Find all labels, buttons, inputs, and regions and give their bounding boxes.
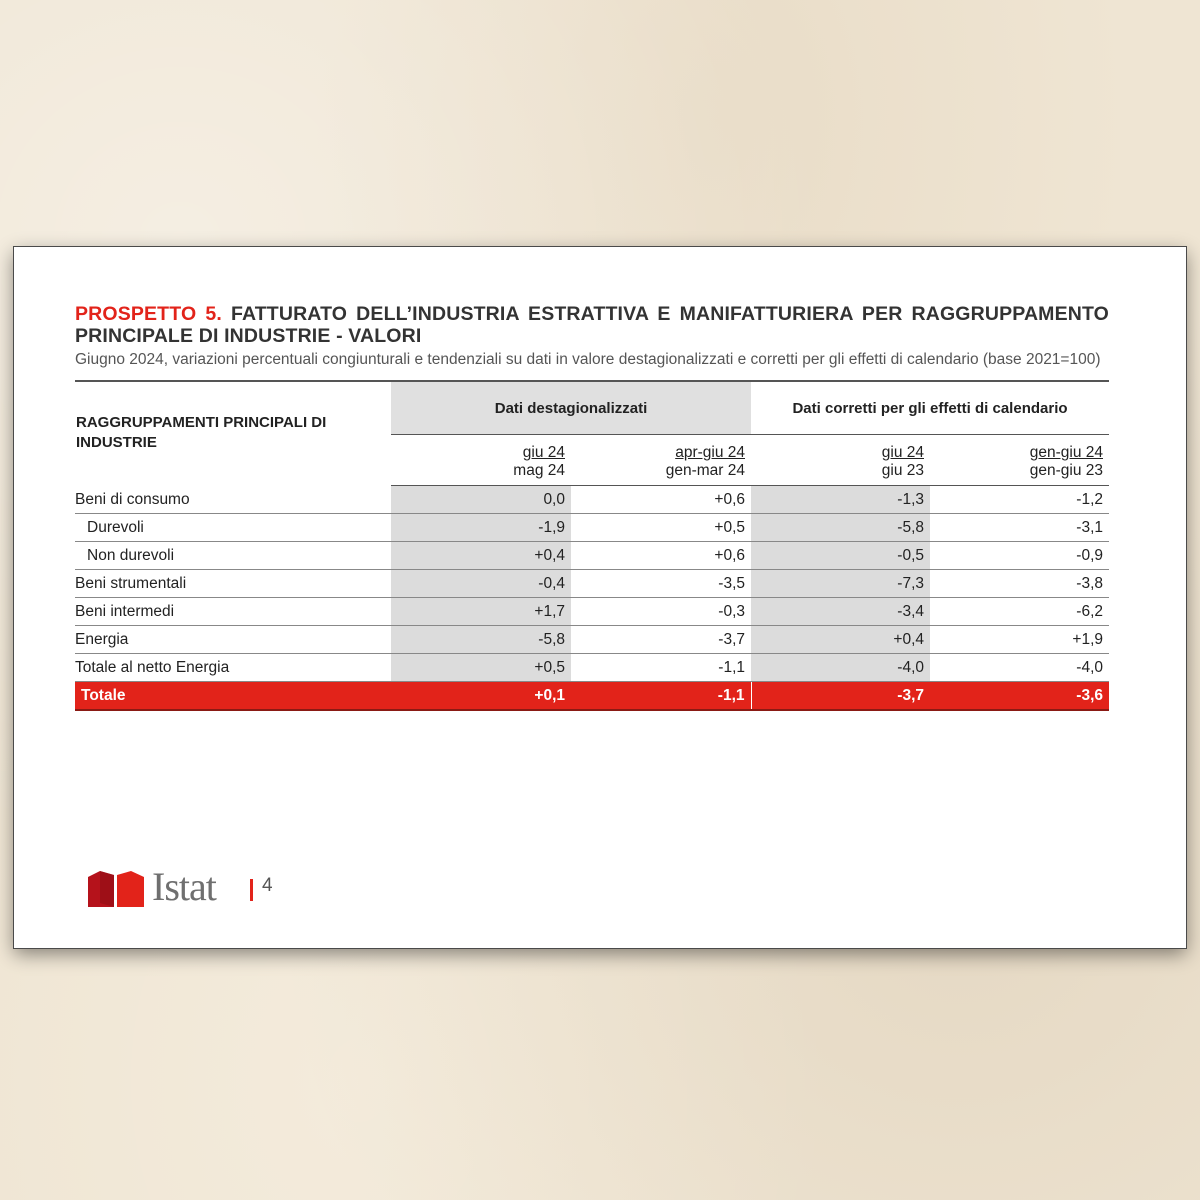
cell-value: -1,3: [751, 486, 930, 514]
cell-value: -1,1: [571, 654, 751, 682]
row-label: Energia: [75, 626, 391, 654]
cell-value: +0,6: [571, 486, 751, 514]
row-label: Beni intermedi: [75, 598, 391, 626]
total-value: -3,6: [930, 682, 1109, 711]
cell-value: -5,8: [391, 626, 571, 654]
cell-value: 0,0: [391, 486, 571, 514]
column-header-top: gen-giu 24: [1029, 444, 1103, 461]
cell-value: -0,9: [930, 542, 1109, 570]
group-header-corretti: Dati corretti per gli effetti di calendario: [751, 381, 1109, 435]
page-separator: [250, 879, 253, 901]
data-table: [75, 380, 1109, 711]
column-header-top: giu 24: [881, 444, 924, 461]
table-label: PROSPETTO 5.: [75, 303, 222, 325]
row-label: Beni strumentali: [75, 570, 391, 598]
total-label: Totale: [75, 682, 391, 711]
cell-value: -0,4: [391, 570, 571, 598]
row-label: Beni di consumo: [75, 486, 391, 514]
cell-value: -6,2: [930, 598, 1109, 626]
cell-value: +1,7: [391, 598, 571, 626]
column-header-bottom: gen-mar 24: [665, 462, 745, 479]
cell-value: -4,0: [930, 654, 1109, 682]
table-title: [75, 303, 1109, 347]
page-content: [75, 303, 1109, 711]
cell-value: +1,9: [930, 626, 1109, 654]
table-row-total: [75, 682, 1109, 711]
column-header: [930, 435, 1109, 486]
column-header-top: apr-giu 24: [675, 444, 745, 461]
group-header-destagionalizzati: Dati destagionalizzati: [391, 381, 751, 435]
total-value: -1,1: [571, 682, 751, 711]
total-value: -3,7: [751, 682, 930, 711]
table-title-text: FATTURATO DELL’INDUSTRIA ESTRATTIVA E MANIFATTURIERA PER RAGGRUPPAMENTO PRINCIPALE DI INDUSTRIE - VALORI: [75, 303, 1109, 347]
table-row: [75, 514, 1109, 542]
column-header-bottom: giu 23: [881, 462, 924, 479]
row-label: Non durevoli: [75, 542, 391, 570]
cell-value: -3,4: [751, 598, 930, 626]
cell-value: +0,6: [571, 542, 751, 570]
table-row: [75, 626, 1109, 654]
cell-value: -7,3: [751, 570, 930, 598]
column-header: [391, 435, 571, 486]
column-header: [571, 435, 751, 486]
table-subtitle: Giugno 2024, variazioni percentuali congiunturali e tendenziali su dati in valore destagionalizzati e corretti per gli effetti di calendario (base 2021=100): [75, 351, 1101, 368]
column-header-bottom: gen-giu 23: [1029, 462, 1103, 479]
row-label: Durevoli: [75, 514, 391, 542]
table-row: [75, 570, 1109, 598]
cell-value: -1,2: [930, 486, 1109, 514]
column-header-top: giu 24: [522, 444, 565, 461]
cell-value: +0,4: [751, 626, 930, 654]
cell-value: +0,5: [391, 654, 571, 682]
document-page: [14, 247, 1186, 948]
column-header: [751, 435, 930, 486]
total-value: +0,1: [391, 682, 571, 711]
cell-value: -5,8: [751, 514, 930, 542]
cell-value: -0,3: [571, 598, 751, 626]
cell-value: -3,8: [930, 570, 1109, 598]
table-row: [75, 542, 1109, 570]
cell-value: -3,7: [571, 626, 751, 654]
table-row: [75, 486, 1109, 514]
cell-value: -3,5: [571, 570, 751, 598]
cell-value: +0,4: [391, 542, 571, 570]
column-header-bottom: mag 24: [513, 462, 565, 479]
row-label: Totale al netto Energia: [75, 654, 391, 682]
cell-value: +0,5: [571, 514, 751, 542]
cell-value: -0,5: [751, 542, 930, 570]
cell-value: -3,1: [930, 514, 1109, 542]
istat-logo-icon: [86, 869, 146, 909]
table-row: [75, 598, 1109, 626]
cell-value: -1,9: [391, 514, 571, 542]
istat-logo-text: Istat: [152, 864, 216, 909]
page-number: 4: [262, 875, 273, 896]
cell-value: -4,0: [751, 654, 930, 682]
row-header: RAGGRUPPAMENTI PRINCIPALI DI INDUSTRIE: [75, 381, 391, 486]
table-row: [75, 654, 1109, 682]
